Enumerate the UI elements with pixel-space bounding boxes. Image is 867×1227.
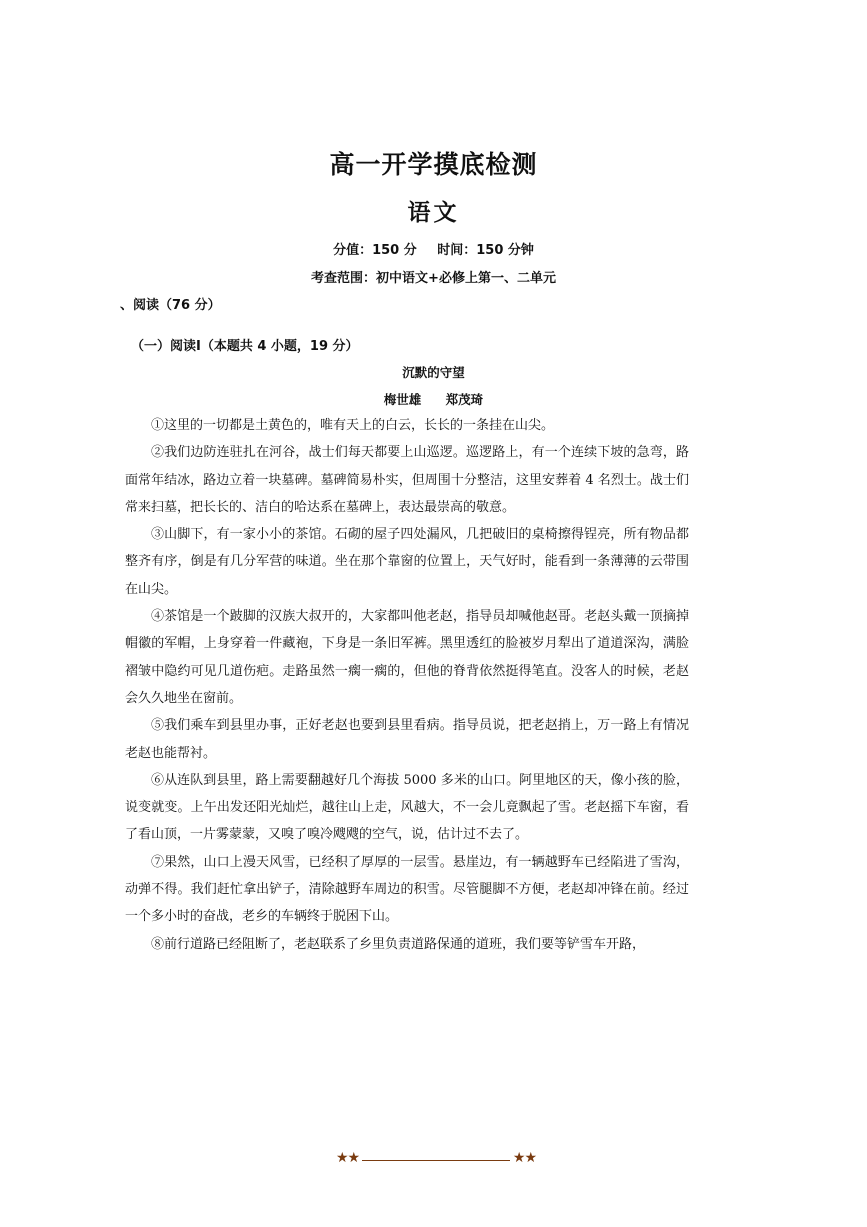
article-title: 沉默的守望 [402, 365, 465, 380]
article-paragraph: ⑦果然，山口上漫天风雪，已经积了厚厚的一层雪。悬崖边，有一辆越野车已经陷进了雪沟，动弹不得。我们赶忙拿出铲子，清除越野车周边的积雪。尽管腿脚不方便，老赵却冲锋在前。经过一个多小时的奋战，老乡的车辆终于脱困下山。 [125, 854, 689, 925]
article-paragraph: ①这里的一切都是土黄色的，唯有天上的白云，长长的一条挂在山尖。 [151, 418, 555, 433]
score-label: 分值：150 分 [333, 243, 417, 258]
author-name: 梅世雄 [383, 392, 422, 407]
footer-divider [362, 1160, 510, 1161]
article-paragraph: ②我们边防连驻扎在河谷，战士们每天都要上山巡逻。巡逻路上，有一个连续下坡的急弯，路面常年结冰，路边立着一块墓碑。墓碑简易朴实，但周围十分整洁，这里安葬着 4 名烈士。战士们常来扫墓，把长长的、洁白的哈达系在墓碑上，表达最崇高的敬意。 [125, 445, 689, 515]
section-heading-reading: 、阅读（76 分） [120, 298, 221, 313]
footer-ornament [336, 1152, 536, 1168]
article-paragraph: ⑤我们乘车到县里办事，正好老赵也要到县里看病。指导员说，把老赵捎上，万一路上有情况老赵也能帮衬。 [125, 718, 689, 761]
star-icon: ★★ [512, 1150, 536, 1166]
article-paragraph: ⑧前行道路已经阻断了，老赵联系了乡里负责道路保通的道班，我们要等铲雪车开路， [151, 936, 646, 952]
article-paragraph: ④茶馆是一个跛脚的汉族大叔开的，大家都叫他老赵，指导员却喊他赵哥。老赵头戴一顶摘掉帽徽的军帽，上身穿着一件藏袍，下身是一条旧军裤。黑里透红的脸被岁月犁出了道道深沟，满脸褶皱中隐约可见几道伤疤。走路虽然一瘸一瘸的，但他的脊背依然挺得笔直。没客人的时候，老赵会久久地坐在窗前。 [125, 609, 689, 706]
score-time-line [0, 239, 867, 258]
author-name: 郑茂琦 [445, 392, 484, 407]
article-authors [0, 390, 867, 408]
article-paragraph: ③山脚下，有一家小小的茶馆。石砌的屋子四处漏风，几把破旧的桌椅擦得锃亮，所有物品都整齐有序，倒是有几分军营的味道。坐在那个靠窗的位置上，天气好时，能看到一条薄薄的云带围在山尖。 [125, 527, 689, 597]
time-label: 时间：150 分钟 [437, 243, 534, 258]
exam-scope: 考查范围：初中语文+必修上第一、二单元 [311, 271, 556, 286]
star-icon: ★★ [336, 1150, 360, 1166]
article-body [125, 412, 689, 958]
exam-title: 高一开学摸底检测 [329, 150, 538, 179]
article-paragraph: ⑥从连队到县里，路上需要翻越好几个海拔 5000 多米的山口。阿里地区的天，像小孩的脸，说变就变。上午出发还阳光灿烂，越往山上走，风越大，不一会儿竟飘起了雪。老赵摇下车窗，看了看山顶，一片雾蒙蒙，又嗅了嗅冷飕飕的空气，说，估计过不去了。 [125, 772, 689, 843]
subject-title: 语文 [407, 200, 460, 226]
subsection-heading-reading-one: （一）阅读Ⅰ（本题共 4 小题，19 分） [131, 339, 359, 354]
